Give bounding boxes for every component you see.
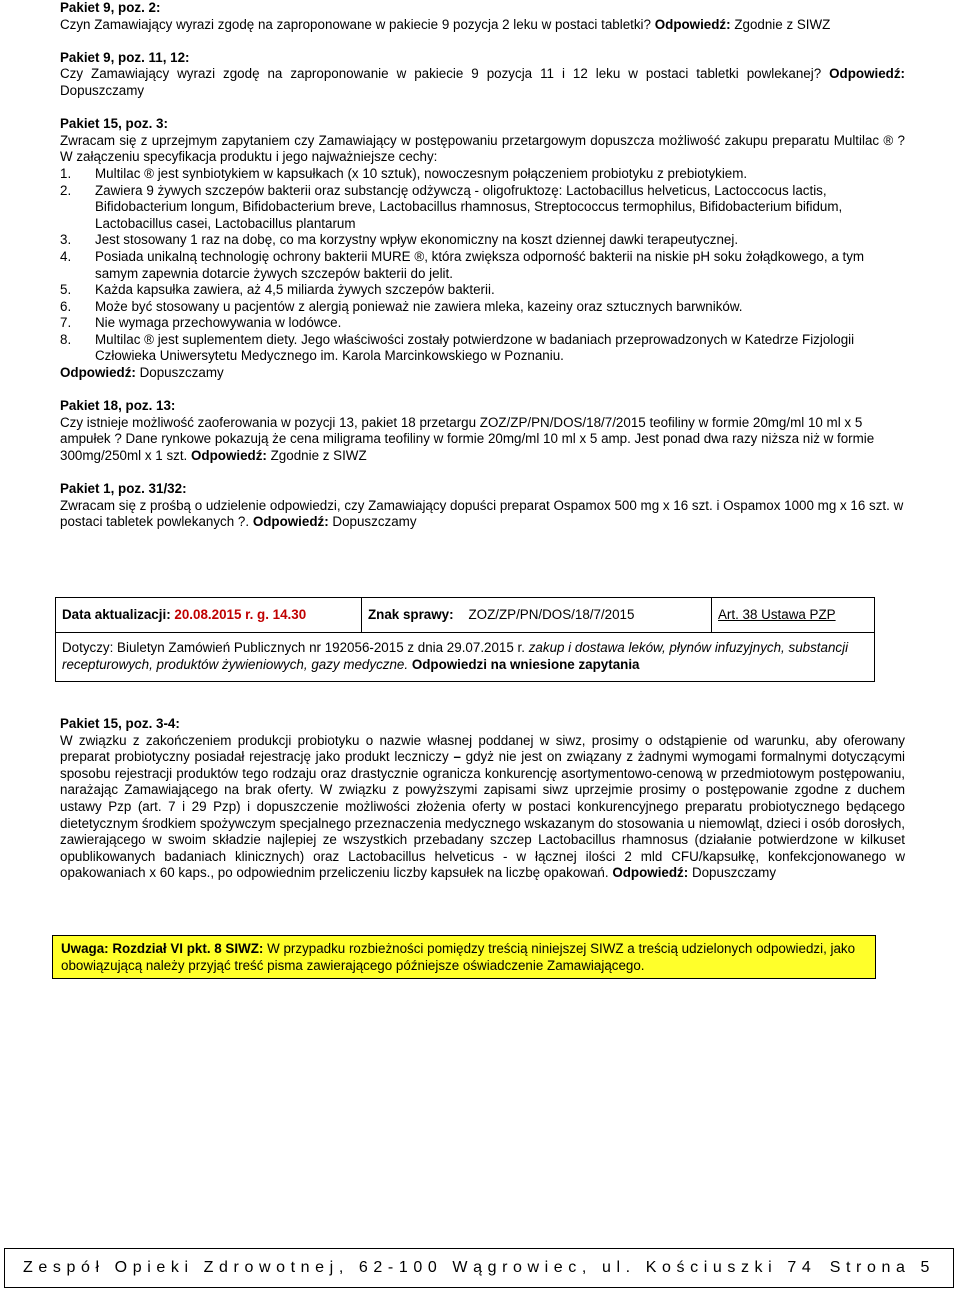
list-item: 2. Zawiera 9 żywych szczepów bakterii oraz substancję odżywczą - oligofruktozę: Lactobacillus helveticus, Lactoccocus lactis, Bifidobacterium longum, Bifidobacterium breve, Lactobacillus rhamnosus, Streptococcus termophilus, Bifidobacterium bifidum, Lactobacillus casei, Lactobacillus plantarum bbox=[60, 182, 843, 231]
notice-label: Uwaga: Rozdział VI pkt. 8 SIWZ: bbox=[61, 941, 264, 956]
list-item: 1. Multilac ® jest synbiotykiem w kapsułkach (x 10 sztuk), nowoczesnym połączeniem probiotyku z prebiotykiem. bbox=[60, 165, 748, 181]
section-intro: Zwracam się z uprzejmym zapytaniem czy Zamawiający w postępowaniu przetargowym dopuszcza możliwość zakupu preparatu Multilac ® ? W załączeniu specyfikacja produktu i jego najważniejsze cechy: bbox=[60, 132, 905, 165]
list-item: 3. Jest stosowany 1 raz na dobę, co ma korzystny wpływ ekonomiczny na koszt dziennej dawki terapeutycznej. bbox=[60, 232, 739, 248]
update-info-box bbox=[55, 597, 875, 682]
legal-basis: Art. 38 Ustawa PZP bbox=[718, 606, 836, 622]
section-question bbox=[60, 17, 905, 34]
update-date-value: 20.08.2015 r. g. 14.30 bbox=[174, 606, 307, 622]
page-footer bbox=[4, 1248, 954, 1288]
divider bbox=[361, 598, 362, 632]
answer-value: Dopuszczamy bbox=[60, 82, 145, 98]
update-info-subject: Dotyczy: Biuletyn Zamówień Publicznych nr 192056-2015 z dnia 29.07.2015 r. zakup i dostawa leków, płynów infuzyjnych, substancji recepturowych, produktów żywieniowych, gazy medyczne. Odpowiedzi na wniesione zapytania bbox=[62, 640, 849, 672]
feature-list bbox=[60, 166, 905, 365]
section-heading: Pakiet 9, poz. 2: bbox=[60, 0, 161, 15]
answer-label: Odpowiedź: bbox=[654, 16, 731, 32]
case-number: Znak sprawy: ZOZ/ZP/PN/DOS/18/7/2015 bbox=[368, 606, 635, 622]
section-pakiet-1-poz-31-32 bbox=[60, 481, 905, 531]
section-heading: Pakiet 18, poz. 13: bbox=[60, 398, 176, 414]
answer-value: Zgodnie z SIWZ bbox=[270, 448, 367, 464]
answer-label: Odpowiedź: bbox=[60, 365, 136, 381]
section-pakiet-15-poz-3 bbox=[60, 116, 905, 382]
answer-value: Dopuszczamy bbox=[332, 514, 417, 530]
section-heading: Pakiet 15, poz. 3: bbox=[60, 116, 168, 132]
answer-label: Odpowiedź: bbox=[829, 66, 905, 82]
list-item: 6. Może być stosowany u pacjentów z alergią ponieważ nie zawiera mleka, kazeiny oraz sztucznych barwników. bbox=[60, 298, 743, 314]
list-item: 7. Nie wymaga przechowywania w lodówce. bbox=[60, 315, 342, 331]
question-text: Zwracam się z prośbą o udzielenie odpowiedzi, czy Zamawiający dopuści preparat Ospamox 500 mg x 16 szt. i Ospamox 1000 mg x 16 szt. w postaci tabletek powlekanych ?. bbox=[60, 497, 904, 530]
case-number-value: ZOZ/ZP/PN/DOS/18/7/2015 bbox=[468, 606, 635, 622]
list-item: 8. Multilac ® jest suplementem diety. Jego właściwości zostały potwierdzone w badaniach przeprowadzonych w Katedrze Fizjologii Człowieka Uniwersytetu Medycznego im. Karola Marcinkowskiego w Poznaniu. bbox=[60, 331, 855, 364]
section-question bbox=[60, 66, 905, 99]
answer-value: Zgodnie z SIWZ bbox=[734, 16, 831, 32]
section-body: W związku z zakończeniem produkcji probiotyku o nazwie własnej poddanej w siwz, prosimy o odstąpienie od warunku, aby oferowany preparat probiotyczny posiadał rejestrację jako produkt leczniczy – gdyż nie jest on związany z żadnymi wymogami formalnymi dotyczącymi sposobu rejestracji produktów tego rodzaju oraz drastycznie ogranicza konkurencję asortymentowo-cenową w przedmiotowym postępowaniu, narażając Zamawiającego na brak oferty. W związku z powyższymi zapisami siwz uprzejmie prosimy o postępowanie zgodne z duchem ustawy Pzp (art. 7 i 29 Pzp) i dopuszczenie możliwości złożenia oferty w postaci konkurencyjnego preparatu probiotycznego będącego dietetycznym środkiem spożywczym specjalnego przeznaczenia medycznego wskazanym do stosowania u niemowląt, dzieci i osób dorosłych, zawierającego w swoim składzie najlepiej ze wszystkich przebadany szczep Lactobacillus rhamnosus (działanie potwierdzone w kilkuset opublikowanych badaniach klinicznych) oraz Lactobacillus helveticus - w łącznej ilości 2 mld CFU/kapsułkę, konfekcjonowanego w opakowaniach x 60 kaps., po odpowiednim przeliczeniu liczby kapsułek na liczbę opakowań. Odpowiedź: Dopuszczamy bbox=[60, 732, 905, 881]
footer-page-number: Strona 5 bbox=[829, 1258, 935, 1276]
section-pakiet-18-poz-13 bbox=[60, 398, 905, 464]
answer-value: Dopuszczamy bbox=[139, 365, 224, 381]
section-heading: Pakiet 9, poz. 11, 12: bbox=[60, 49, 190, 65]
section-heading: Pakiet 15, poz. 3-4: bbox=[60, 716, 180, 731]
list-item: 5. Każda kapsułka zawiera, aż 4,5 miliarda żywych szczepów bakterii. bbox=[60, 282, 495, 298]
section-answer bbox=[60, 365, 905, 382]
answer-label: Odpowiedź: bbox=[612, 865, 689, 881]
section-pakiet-15-poz-3-4 bbox=[60, 716, 905, 882]
section-pakiet-9-poz-2 bbox=[60, 0, 905, 33]
document-body bbox=[60, 0, 905, 531]
answer-value: Dopuszczamy bbox=[691, 865, 777, 881]
notice-box bbox=[52, 935, 876, 979]
list-item: 4. Posiada unikalną technologię ochrony bakterii MURE ®, która zwiększa odporność bakterii na niskie pH soku żołądkowego, a tym samym zapewnia dotarcie żywych szczepów bakterii do jelit. bbox=[60, 248, 865, 281]
section-question bbox=[60, 415, 905, 465]
question-text: Czyn Zamawiający wyrazi zgodę na zaproponowane w pakiecie 9 pozycja 2 leku w postaci tabletki? bbox=[60, 16, 651, 32]
section-pakiet-9-poz-11-12 bbox=[60, 50, 905, 100]
answer-label: Odpowiedź: bbox=[252, 514, 329, 530]
question-text: Czy Zamawiający wyrazi zgodę na zaproponowanie w pakiecie 9 pozycja 11 i 12 leku w postaci tabletki powlekanej? bbox=[60, 66, 822, 82]
footer-address: Zespół Opieki Zdrowotnej, 62-100 Wągrowiec, ul. Kościuszki 74 bbox=[23, 1258, 817, 1276]
question-text: Czy istnieje możliwość zaoferowania w pozycji 13, pakiet 18 przetargu ZOZ/ZP/PN/DOS/18/7/2015 teofiliny w formie 20mg/ml 10 ml x 5 ampułek ? Dane rynkowe pokazują że cena miligrama teofiliny w formie 20mg/ml 10 ml x 5 amp. Jest ponad dwa razy niższa niż w formie 300mg/250ml x 1 szt. bbox=[60, 414, 875, 464]
section-heading: Pakiet 1, poz. 31/32: bbox=[60, 481, 187, 497]
answer-label: Odpowiedź: bbox=[191, 448, 267, 464]
section-question bbox=[60, 498, 905, 531]
divider bbox=[711, 598, 712, 632]
notice-text: W przypadku rozbieżności pomiędzy treścią niniejszej SIWZ a treścią udzielonych odpowiedzi, jako obowiązującą należy przyjąć treść pisma zawierającego późniejsze oświadczenie Zamawiającego. bbox=[61, 941, 856, 973]
update-info-header bbox=[56, 598, 874, 633]
update-date: Data aktualizacji: 20.08.2015 r. g. 14.30 bbox=[62, 606, 307, 622]
